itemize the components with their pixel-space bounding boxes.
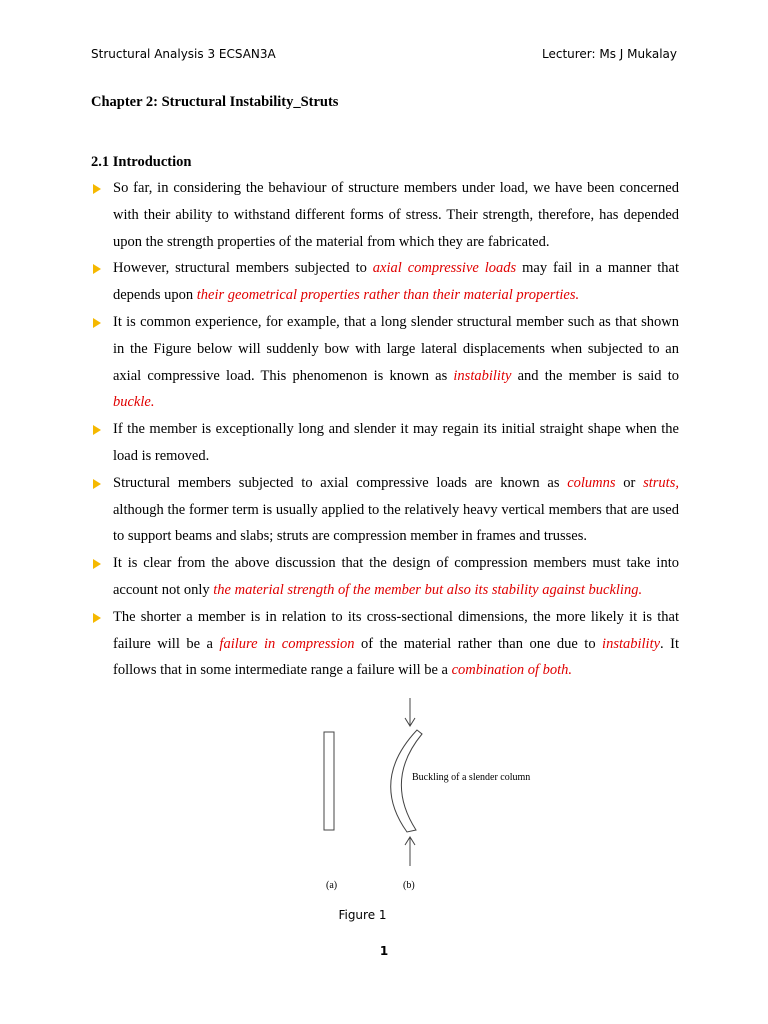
arrow-bullet-icon xyxy=(93,184,101,194)
arrow-bullet-icon xyxy=(93,613,101,623)
figure-label-b: (b) xyxy=(403,880,415,891)
figure-caption: Figure 1 xyxy=(338,908,387,922)
bullet-item xyxy=(91,175,679,255)
emphasis-text: struts, xyxy=(643,474,679,491)
bullet-text: or xyxy=(615,474,644,491)
bullet-text: and the member is said to xyxy=(511,367,680,384)
buckling-figure xyxy=(290,690,570,900)
bullet-text: It is clear from the above discussion that the design of compression members must take into account not only xyxy=(113,555,679,598)
emphasis-text: buckle. xyxy=(113,394,155,411)
bullet-text: It is common experience, for example, that a long slender structural member such as that shown in the Figure below will suddenly bow with large lateral displacements when subjected to an axial compressive load. This phenomenon is known as xyxy=(113,313,679,384)
header-lecturer: Lecturer: Ms J Mukalay xyxy=(541,47,677,61)
bullet-text: The shorter a member is in relation to its cross-sectional dimensions, the more likely it is that failure will be a xyxy=(113,608,679,652)
chapter-title: Chapter 2: Structural Instability_Struts xyxy=(91,94,339,110)
arrow-bullet-icon xyxy=(93,264,101,274)
bullet-item xyxy=(91,604,679,684)
emphasis-text: columns xyxy=(567,474,616,491)
bullet-item xyxy=(91,255,679,309)
emphasis-text: axial compressive loads xyxy=(372,260,517,277)
bullet-text: . It follows that in some intermediate range a failure will be a xyxy=(113,635,680,679)
emphasis-text: instability xyxy=(602,635,661,652)
figure-label-a: (a) xyxy=(326,880,338,891)
bottom-load-arrow-icon xyxy=(405,837,415,866)
arrow-bullet-icon xyxy=(93,425,101,435)
bullet-text: If the member is exceptionally long and slender it may regain its initial straight shape when the load is removed. xyxy=(113,421,679,464)
bullet-text: Structural members subjected to axial compressive loads are known as xyxy=(113,474,568,491)
bullet-text: of the material rather than one due to xyxy=(354,635,603,652)
top-load-arrow-icon xyxy=(405,698,415,726)
bullet-item xyxy=(91,470,679,550)
emphasis-text: combination of both. xyxy=(451,662,573,679)
page-number: 1 xyxy=(379,944,389,958)
bullet-item xyxy=(91,416,679,470)
straight-column xyxy=(324,732,334,830)
arrow-bullet-icon xyxy=(93,559,101,569)
emphasis-text: the material strength of the member but also its stability against buckling. xyxy=(213,581,643,598)
bullet-text: may fail in a manner that depends upon xyxy=(113,260,679,304)
bullet-item xyxy=(91,309,679,416)
arrow-bullet-icon xyxy=(93,318,101,328)
bullet-list xyxy=(91,175,679,684)
emphasis-text: instability xyxy=(453,367,512,384)
bullet-item xyxy=(91,550,679,604)
emphasis-text: failure in compression xyxy=(219,635,355,652)
bullet-text: However, structural members subjected to xyxy=(113,260,373,277)
figure-annotation: Buckling of a slender column xyxy=(412,772,531,783)
bullet-text: although the former term is usually applied to the relatively heavy vertical members that are used to support beams and slabs; struts are compression member in frames and trusses. xyxy=(113,501,679,545)
bullet-text: So far, in considering the behaviour of structure members under load, we have been concerned with their ability to withstand different forms of stress. Their strength, therefore, has depended upon the strength properties of the material from which they are fabricated. xyxy=(113,180,679,250)
emphasis-text: their geometrical properties rather than their material properties. xyxy=(196,287,580,304)
header-course: Structural Analysis 3 ECSAN3A xyxy=(91,47,276,61)
arrow-bullet-icon xyxy=(93,479,101,489)
section-title: 2.1 Introduction xyxy=(91,154,192,170)
